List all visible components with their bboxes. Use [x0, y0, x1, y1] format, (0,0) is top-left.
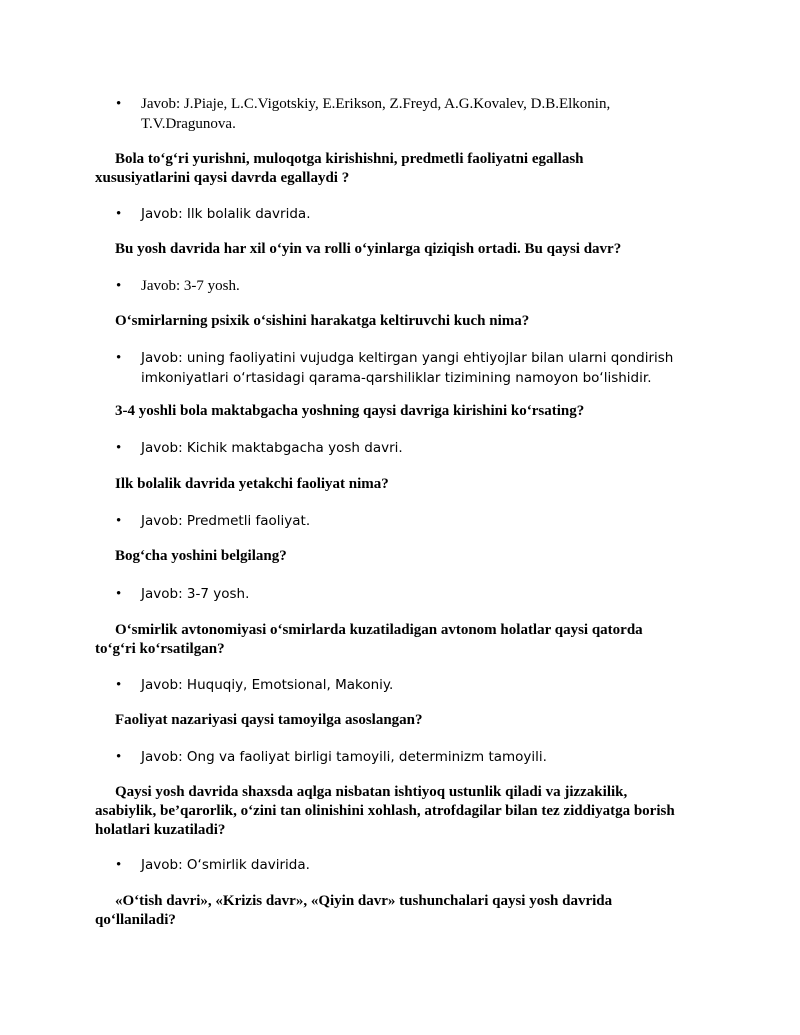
bullet-icon: • [116, 586, 122, 602]
question-text: Bu yosh davrida har xil o‘yin va rolli o‘yinlarga qiziqish ortadi. Bu qaysi davr? [115, 241, 622, 257]
answer-text: Javob: J.Piaje, L.C.Vigotskiy, E.Erikson, Z.Freyd, A.G.Kovalev, D.B.Elkonin, T.V.Dragunova. [141, 96, 611, 132]
bullet-icon: • [116, 513, 122, 529]
question-text: 3-4 yoshli bola maktabgacha yoshning qaysi davriga kirishini ko‘rsating? [115, 403, 585, 419]
bullet-icon: • [116, 440, 122, 456]
question-text: Qaysi yosh davrida shaxsda aqlga nisbatan ishtiyoq ustunlik qiladi va jizzakilik, asabiylik, be’qarorlik, o‘zini tan olinishini xohlash, atrofdagilar bilan tez ziddiyatga borish holatlari kuzatiladi? [95, 784, 675, 838]
question-text: Bola to‘g‘ri yurishni, muloqotga kirishishni, predmetli faoliyatni egallash xususiyatlarini qaysi davrda egallaydi ? [95, 151, 584, 186]
answer-text: Javob: Ilk bolalik davrida. [141, 206, 311, 222]
answer-text: Javob: O‘smirlik davirida. [141, 857, 310, 873]
bullet-icon: • [116, 96, 122, 112]
answer-text: Javob: Ong va faoliyat birligi tamoyili, determinizm tamoyili. [141, 749, 547, 765]
question-text: O‘smirlik avtonomiyasi o‘smirlarda kuzatiladigan avtonom holatlar qaysi qatorda to‘g‘ri ko‘rsatilgan? [95, 622, 643, 657]
question-text: O‘smirlarning psixik o‘sishini harakatga keltiruvchi kuch nima? [115, 313, 530, 329]
answer-text: Javob: 3-7 yosh. [141, 278, 240, 294]
bullet-icon: • [116, 857, 122, 873]
answer-text: Javob: Predmetli faoliyat. [141, 513, 311, 529]
question-text: Faoliyat nazariyasi qaysi tamoyilga asoslangan? [115, 712, 423, 728]
bullet-icon: • [116, 206, 122, 222]
question-text: Ilk bolalik davrida yetakchi faoliyat nima? [115, 476, 389, 492]
bullet-icon: • [116, 278, 122, 294]
answer-text: Javob: Kichik maktabgacha yosh davri. [141, 440, 403, 456]
bullet-icon: • [116, 350, 122, 366]
bullet-icon: • [116, 749, 122, 765]
question-text: Bog‘cha yoshini belgilang? [115, 548, 287, 564]
bullet-icon: • [116, 677, 122, 693]
answer-text: Javob: uning faoliyatini vujudga keltirgan yangi ehtiyojlar bilan ularni qondirish imkoniyatlari o‘rtasidagi qarama-qarshiliklar tizimining namoyon bo‘lishidir. [141, 350, 674, 386]
answer-text: Javob: 3-7 yosh. [141, 586, 250, 602]
question-text: «O‘tish davri», «Krizis davr», «Qiyin davr» tushunchalari qaysi yosh davrida qo‘llaniladi? [95, 893, 613, 928]
answer-text: Javob: Huquqiy, Emotsional, Makoniy. [141, 677, 394, 693]
